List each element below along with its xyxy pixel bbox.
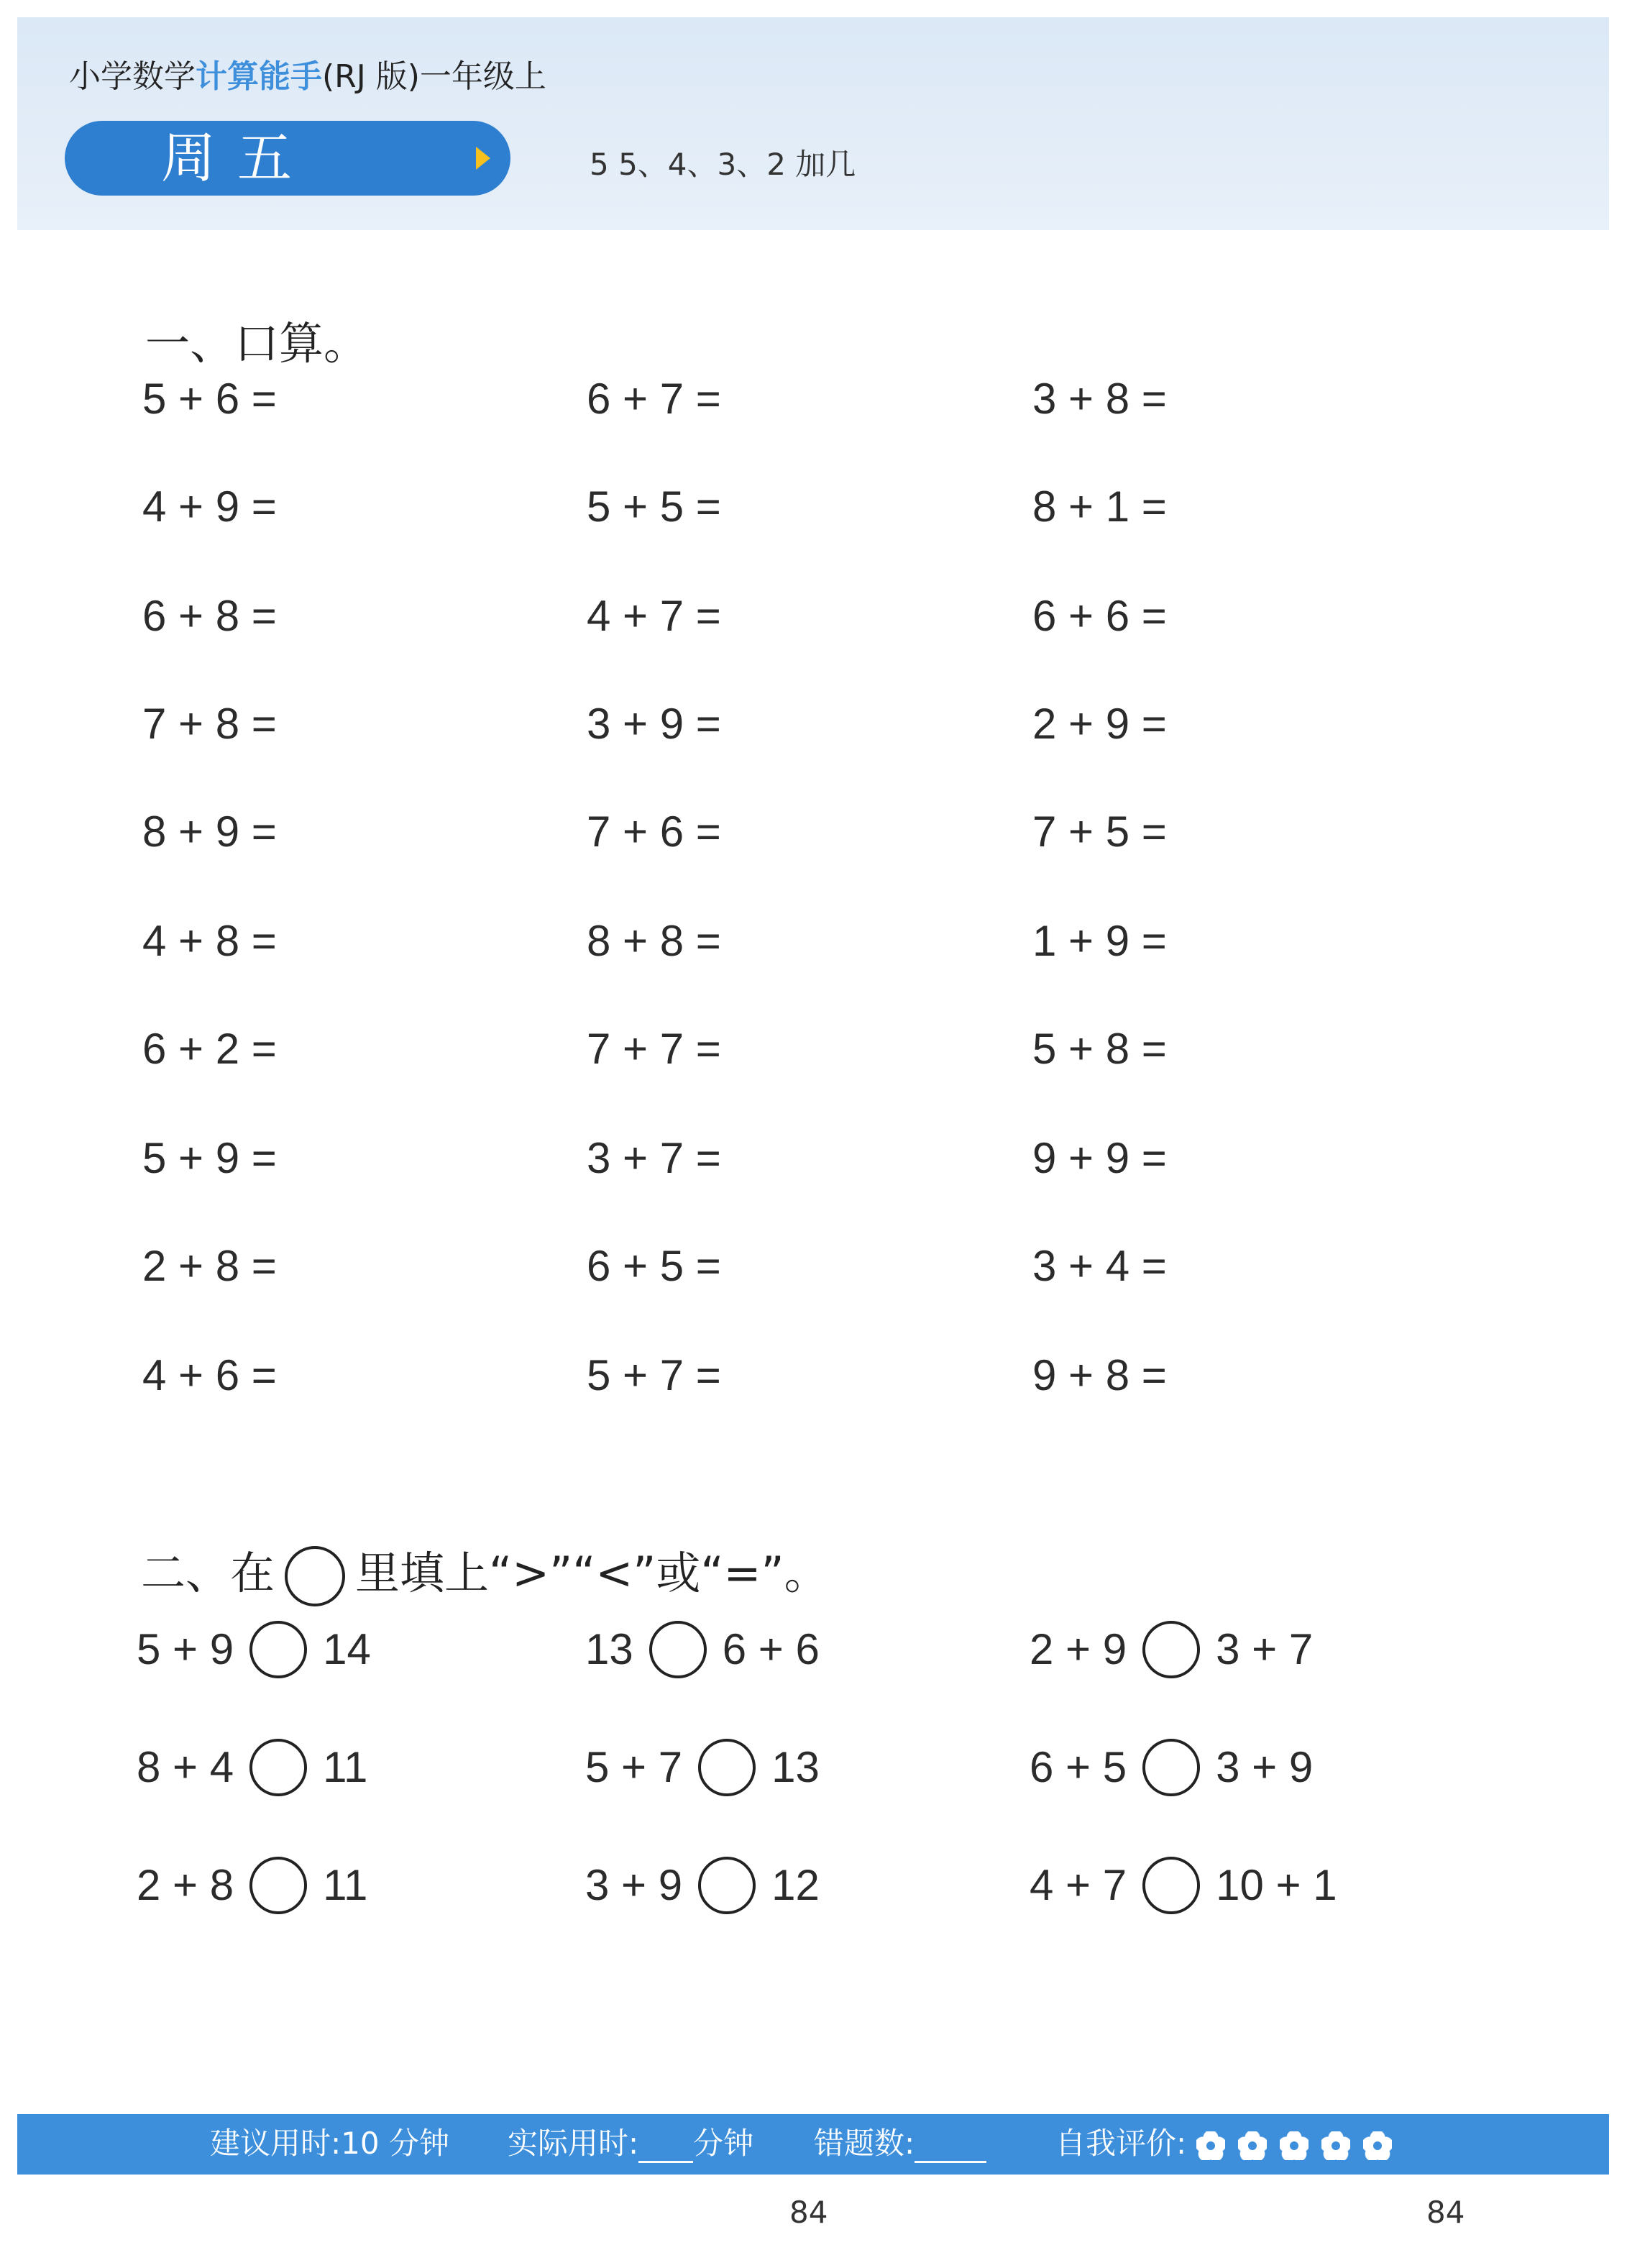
equation: 8 + 1 = <box>1032 483 1167 531</box>
section2-title-after: 里填上“>”“<”或“=”。 <box>355 1547 829 1599</box>
comparison-right: 3 + 9 <box>1216 1743 1314 1792</box>
equation: 7 + 6 = <box>587 808 721 856</box>
answer-circle[interactable] <box>249 1739 307 1796</box>
answer-circle[interactable] <box>249 1621 307 1678</box>
comparison-left: 13 <box>585 1625 633 1674</box>
circle-icon <box>285 1546 345 1606</box>
comparison-right: 12 <box>771 1861 820 1910</box>
errors-blank[interactable] <box>915 2126 986 2163</box>
comparison-item <box>1030 1732 1313 1797</box>
equation: 5 + 5 = <box>587 483 721 531</box>
section2-title-before: 二、在 <box>141 1547 275 1599</box>
actual-time-blank[interactable] <box>638 2126 693 2163</box>
comparison-right: 11 <box>323 1861 368 1910</box>
equation: 9 + 9 = <box>1032 1134 1167 1182</box>
answer-circle[interactable] <box>1142 1621 1200 1678</box>
day-pill <box>65 121 510 196</box>
equation: 6 + 2 = <box>142 1025 277 1073</box>
comparison-left: 8 + 4 <box>137 1743 234 1792</box>
equation: 8 + 9 = <box>142 808 277 856</box>
comparison-item <box>585 1732 820 1797</box>
flower-icon[interactable] <box>1277 2128 1311 2163</box>
answer-circle[interactable] <box>649 1621 707 1678</box>
comparison-item <box>1030 1614 1313 1679</box>
equation: 4 + 8 = <box>142 917 277 965</box>
equation: 3 + 4 = <box>1032 1242 1167 1290</box>
errors-label: 错题数: <box>814 2126 915 2161</box>
equation: 7 + 8 = <box>142 700 277 748</box>
equation: 6 + 5 = <box>587 1242 721 1290</box>
comparison-left: 3 + 9 <box>585 1861 683 1910</box>
book-suffix: (RJ 版)一年级上 <box>322 58 546 95</box>
equation: 9 + 8 = <box>1032 1351 1167 1399</box>
comparison-left: 6 + 5 <box>1030 1743 1127 1792</box>
page-number-center: 84 <box>789 2195 828 2230</box>
comparison-left: 5 + 7 <box>585 1743 683 1792</box>
comparison-right: 10 + 1 <box>1216 1861 1337 1910</box>
comparison-right: 14 <box>323 1625 371 1674</box>
equation: 7 + 7 = <box>587 1025 721 1073</box>
equation: 6 + 6 = <box>1032 592 1167 640</box>
comparison-left: 4 + 7 <box>1030 1861 1127 1910</box>
lesson-title: 5 5、4、3、2 加几 <box>590 147 856 182</box>
equation: 5 + 7 = <box>587 1351 721 1399</box>
comparison-right: 11 <box>323 1743 368 1792</box>
book-title <box>69 50 546 96</box>
answer-circle[interactable] <box>1142 1857 1200 1914</box>
section1-title: 一、口算。 <box>145 317 369 370</box>
comparison-right: 6 + 6 <box>722 1625 820 1674</box>
actual-time-unit: 分钟 <box>693 2126 754 2161</box>
comparison-item <box>585 1850 820 1915</box>
book-brand: 计算能手 <box>196 58 322 95</box>
comparison-right: 13 <box>771 1743 820 1792</box>
equation: 6 + 8 = <box>142 592 277 640</box>
comparison-left: 5 + 9 <box>137 1625 234 1674</box>
errors <box>814 2120 986 2163</box>
comparison-item <box>1030 1850 1337 1915</box>
equation: 3 + 8 = <box>1032 375 1167 423</box>
equation: 3 + 7 = <box>587 1134 721 1182</box>
self-eval-label: 自我评价: <box>1055 2126 1187 2161</box>
equation: 4 + 6 = <box>142 1351 277 1399</box>
comparison-item <box>585 1614 820 1679</box>
equation: 2 + 8 = <box>142 1242 277 1290</box>
flower-icon[interactable] <box>1319 2128 1353 2163</box>
comparison-left: 2 + 8 <box>137 1861 234 1910</box>
equation: 4 + 9 = <box>142 483 277 531</box>
actual-time <box>508 2120 753 2163</box>
equation: 5 + 9 = <box>142 1134 277 1182</box>
day-label: 周五 <box>161 126 313 190</box>
comparison-right: 3 + 7 <box>1216 1625 1314 1674</box>
equation: 3 + 9 = <box>587 700 721 748</box>
comparison-item <box>137 1614 371 1679</box>
answer-circle[interactable] <box>698 1739 756 1796</box>
suggested-time: 建议用时:10 分钟 <box>210 2126 449 2161</box>
flower-rating <box>1186 2126 1395 2161</box>
equation: 5 + 6 = <box>142 375 277 423</box>
book-prefix: 小学数学 <box>69 58 196 95</box>
play-arrow-icon <box>476 147 490 170</box>
self-eval <box>1055 2120 1395 2163</box>
flower-icon[interactable] <box>1235 2128 1270 2163</box>
equation: 5 + 8 = <box>1032 1025 1167 1073</box>
equation: 7 + 5 = <box>1032 808 1167 856</box>
comparison-item <box>137 1850 367 1915</box>
actual-time-label: 实际用时: <box>508 2126 639 2161</box>
answer-circle[interactable] <box>1142 1739 1200 1796</box>
section2-title <box>141 1537 829 1609</box>
equation: 4 + 7 = <box>587 592 721 640</box>
page-number-right: 84 <box>1426 2195 1465 2230</box>
answer-circle[interactable] <box>698 1857 756 1914</box>
comparison-left: 2 + 9 <box>1030 1625 1127 1674</box>
flower-icon[interactable] <box>1360 2128 1395 2163</box>
comparison-item <box>137 1732 367 1797</box>
equation: 1 + 9 = <box>1032 917 1167 965</box>
equation: 6 + 7 = <box>587 375 721 423</box>
answer-circle[interactable] <box>249 1857 307 1914</box>
flower-icon[interactable] <box>1193 2128 1228 2163</box>
equation: 8 + 8 = <box>587 917 721 965</box>
equation: 2 + 9 = <box>1032 700 1167 748</box>
